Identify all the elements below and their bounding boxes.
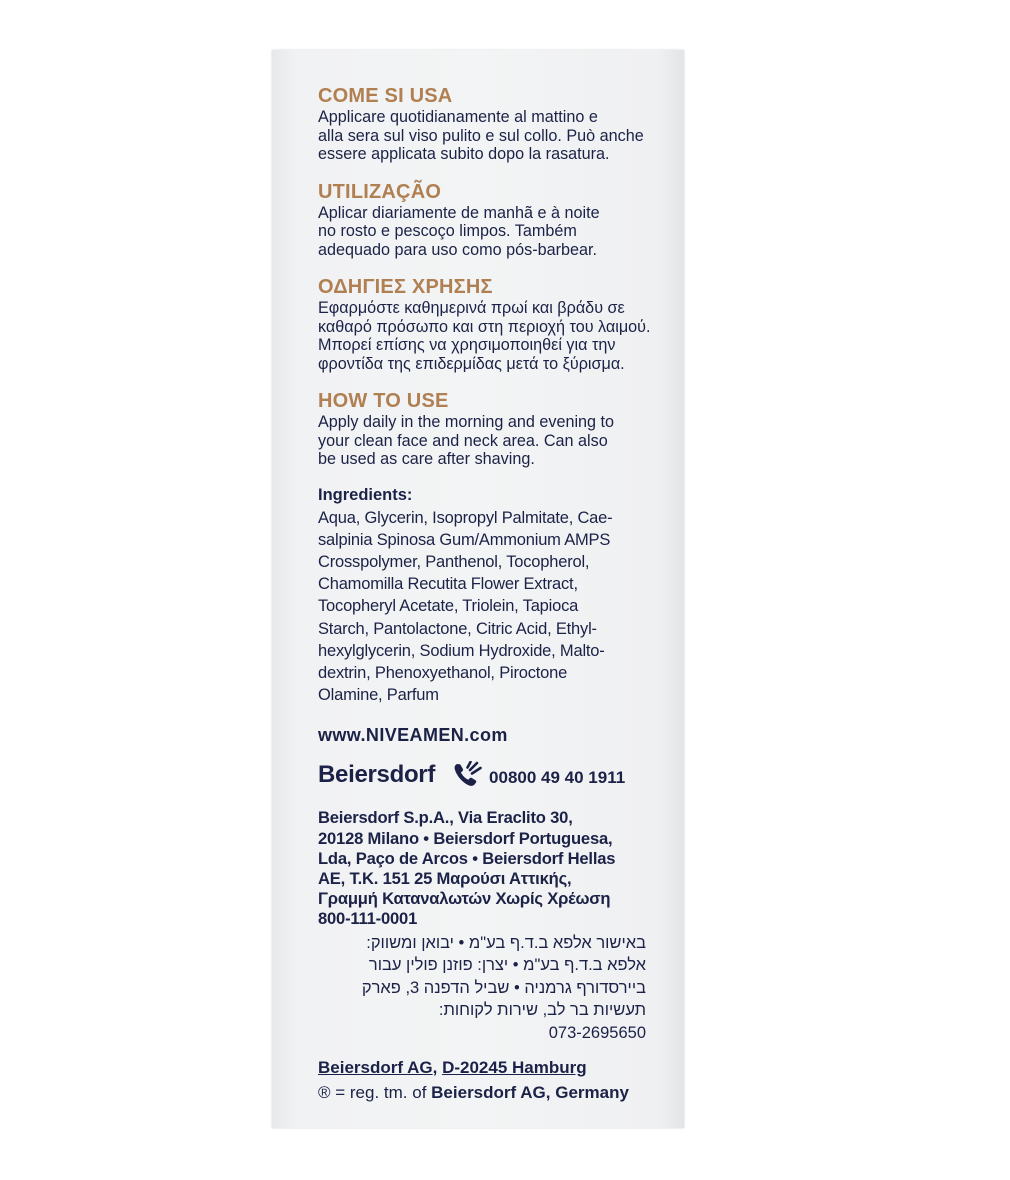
ingredients-line: Starch, Pantolactone, Citric Acid, Ethyl- (318, 619, 597, 638)
address-line: 800-111-0001 (318, 909, 418, 929)
section-line: essere applicata subito dopo la rasatura. (318, 145, 610, 163)
ingredients-line: hexylglycerin, Sodium Hydroxide, Malto- (318, 641, 605, 660)
footer-company: Beiersdorf AG (318, 1057, 433, 1077)
ingredients-line: Chamomilla Recutita Flower Extract, (318, 575, 578, 594)
footer-city: D-20245 Hamburg (442, 1057, 587, 1077)
website-url: www.NIVEAMEN.com (318, 725, 508, 746)
section-heading: UTILIZAÇÃO (318, 180, 442, 203)
hebrew-line: אלפא ב.ד.ף בע"מ • יצרן: פוזנן פולין עבור (368, 956, 646, 975)
footer-block (318, 1055, 658, 1105)
hebrew-address-block (318, 932, 646, 1045)
address-line: Beiersdorf S.p.A., Via Eraclito 30, (318, 808, 573, 828)
ingredients-line: Tocopheryl Acetate, Triolein, Tapioca (318, 597, 579, 616)
section-line: alla sera sul viso pulito e sul collo. Può anche (318, 126, 644, 145)
section-portuguese (318, 180, 658, 260)
section-line: φροντίδα της επιδερμίδας μετά το ξύρισμα. (318, 354, 625, 373)
ingredients-title: Ingredients: (318, 485, 413, 504)
section-line: your clean face and neck area. Can also (318, 431, 608, 450)
section-heading: COME SI USA (318, 85, 453, 107)
hebrew-line: תעשיות בר לב, שירות לקוחות: (438, 1001, 646, 1020)
section-greek (318, 275, 658, 373)
brand-contact-row (318, 758, 658, 792)
product-box-side-panel (272, 50, 684, 1128)
address-block (318, 808, 658, 929)
hebrew-line: 073-2695650 (548, 1023, 646, 1042)
address-line: 20128 Milano • Beiersdorf Portuguesa, (318, 828, 613, 848)
section-line: Applicare quotidianamente al mattino e (318, 108, 598, 126)
phone-number: 00800 49 40 1911 (489, 768, 626, 788)
footer-separator: , (432, 1057, 443, 1077)
section-line: καθαρό πρόσωπο και στη περιοχή του λαιμού. (318, 317, 651, 336)
section-line: Apply daily in the morning and evening to (318, 413, 615, 431)
footer-address (318, 1055, 658, 1080)
brand-logo: Beiersdorf (318, 761, 436, 789)
section-heading: HOW TO USE (318, 390, 449, 412)
ingredients-line: Crosspolymer, Panthenol, Tocopherol, (318, 552, 590, 571)
ingredients-line: salpinia Spinosa Gum/Ammonium AMPS (318, 530, 611, 549)
ingredients-line: dextrin, Phenoxyethanol, Piroctone (318, 663, 568, 682)
trademark-prefix: ® = reg. tm. of (318, 1082, 432, 1102)
trademark-company: Beiersdorf AG, Germany (431, 1082, 629, 1102)
section-italian (318, 84, 658, 164)
address-line: AE, T.K. 151 25 Μαρούσι Αττικής, (318, 868, 572, 888)
address-line: Lda, Paço de Arcos • Beiersdorf Hellas (318, 848, 616, 868)
section-english (318, 389, 658, 469)
ingredients-block (318, 485, 658, 707)
address-line: Γραμμή Καταναλωτών Χωρίς Χρέωση (318, 889, 611, 909)
section-line: Εφαρμόστε καθημερινά πρωί και βράδυ σε (318, 299, 625, 317)
ingredients-line: Aqua, Glycerin, Isopropyl Palmitate, Cae- (318, 508, 613, 527)
section-line: adequado para uso como pós-barbear. (318, 240, 597, 259)
section-heading: ΟΔΗΓΙΕΣ ΧΡΗΣΗΣ (318, 276, 493, 298)
section-line: be used as care after shaving. (318, 450, 535, 468)
phone-icon (453, 761, 483, 789)
hebrew-line: באישור אלפא ב.ד.ף בע"מ • יבואן ומשווק: (366, 933, 646, 952)
instructions-panel (318, 84, 658, 1105)
section-line: no rosto e pescoço limpos. Também (318, 222, 577, 240)
ingredients-line: Olamine, Parfum (318, 686, 439, 705)
section-line: Μπορεί επίσης να χρησιμοποιηθεί για την (318, 336, 616, 354)
trademark-note (318, 1080, 658, 1105)
hebrew-line: ביירסדורף גרמניה • שביל הדפנה 3, פארק (361, 978, 646, 997)
section-line: Aplicar diariamente de manhã e à noite (318, 203, 600, 222)
